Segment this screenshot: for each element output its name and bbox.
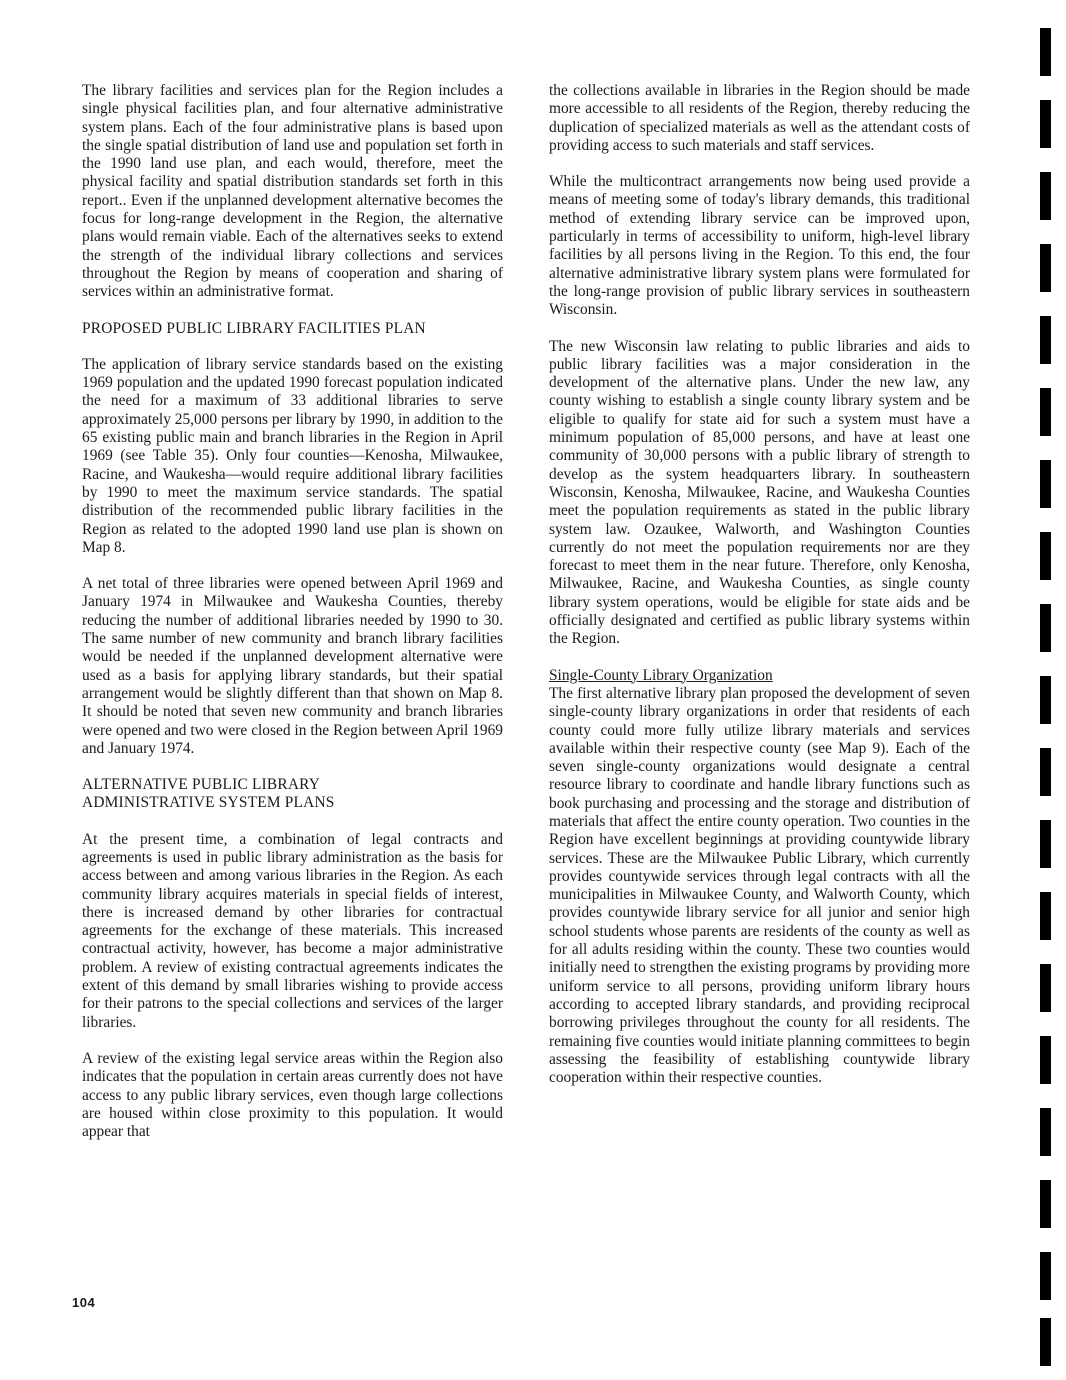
left-column	[82, 82, 503, 1159]
registration-mark	[1040, 316, 1051, 364]
registration-mark	[1040, 1318, 1051, 1366]
registration-mark	[1040, 1252, 1051, 1300]
registration-mark	[1040, 892, 1051, 940]
registration-mark	[1040, 1108, 1051, 1156]
registration-mark	[1040, 388, 1051, 436]
heading-administrative-plans	[82, 776, 503, 813]
registration-mark	[1040, 100, 1051, 148]
heading-line-2: ADMINISTRATIVE SYSTEM PLANS	[82, 794, 335, 812]
paragraph-intro: The library facilities and services plan for the Region includes a single physical facilities plan, and four alternative administrative system plans. Each of the four administrative plans is based upon the single spatial distribution of land use and population set forth in the 1990 land use plan, and each would, therefore, meet the physical facility and spatial distribution standards set forth in this report.. Even if the unplanned development alternative becomes the focus for long-range development in the Region, the alternative plans would remain viable. Each of the alternatives seeks to extend the strength of the individual library collections and services throughout the Region by means of cooperation and sharing of services within an administrative format.	[82, 82, 503, 301]
paragraph-service-areas: A review of the existing legal service areas within the Region also indicates that the population in certain areas currently does not have access to any public library services, even though large collections are housed within close proximity to this population. It would appear that	[82, 1049, 503, 1141]
subheading-single-county: Single-County Library Organization	[549, 666, 773, 684]
registration-mark	[1040, 532, 1051, 580]
registration-mark	[1040, 172, 1051, 220]
registration-mark	[1040, 820, 1051, 868]
heading-facilities-plan: PROPOSED PUBLIC LIBRARY FACILITIES PLAN	[82, 319, 426, 337]
right-column	[549, 82, 970, 1105]
page-number: 104	[72, 1295, 96, 1310]
registration-mark	[1040, 676, 1051, 724]
registration-mark	[1040, 964, 1051, 1012]
scan-registration-marks	[1040, 0, 1060, 1380]
registration-mark	[1040, 1180, 1051, 1228]
registration-mark	[1040, 244, 1051, 292]
registration-mark	[1040, 460, 1051, 508]
registration-mark	[1040, 28, 1051, 76]
heading-line-1: ALTERNATIVE PUBLIC LIBRARY	[82, 776, 321, 794]
paragraph-net-total: A net total of three libraries were opened between April 1969 and January 1974 in Milwaukee and Waukesha Counties, thereby reducing the number of additional libraries needed by 1990 to 30. The same number of new community and branch library facilities would be needed if the unplanned development alternative were used as a basis for applying library standards, but their spatial arrangement would be slightly different than that shown on Map 8. It should be noted that seven new community and branch libraries were opened and two were closed in the Region between April 1969 and January 1974.	[82, 575, 503, 757]
paragraph-wisconsin-law: The new Wisconsin law relating to public libraries and aids to public library facilities was a major consideration in the development of the alternative plans. Under the new law, any county wishing to establish a single county library system and be eligible to qualify for state aid for such a system must have a minimum population of 85,000 persons, and have at least one community of 30,000 persons with a public library of strength to develop as the system headquarters library. In southeastern Wisconsin, Kenosha, Milwaukee, Racine, and Waukesha Counties meet the population requirements as stated in the public library system law. Ozaukee, Walworth, and Washington Counties currently do not meet the population requirements nor are they forecast to meet them in the near future. Therefore, only Kenosha, Milwaukee, Racine, and Waukesha Counties, as single county library system operations, would be eligible for state aids and be officially designated and certified as public library systems within the Region.	[549, 337, 970, 648]
paragraph-contracts: At the present time, a combination of legal contracts and agreements is used in public library administration as the basis for access between and among various libraries in the Region. As each community library acquires materials in special fields of interest, there is increased demand by other libraries for contractual agreements for the exchange of these materials. This increased contractual activity, however, has become a major administrative problem. A review of existing contractual agreements indicates the extent of this demand by small libraries wishing to provide access for their patrons to the special collections and services of the larger libraries.	[82, 830, 503, 1031]
registration-mark	[1040, 1036, 1051, 1084]
paragraph-single-county: The first alternative library plan proposed the development of seven single-county library organizations in order that residents of each county could more fully utilize library materials and services available within their respective county (see Map 9). Each of the seven single-county organizations would designate a central resource library to coordinate and handle library functions such as book purchasing and processing and the storage and distribution of materials that affect the entire county operation. Two counties in the Region have excellent beginnings at providing countywide library services. These are the Milwaukee Public Library, which currently provides countywide services through legal contracts with all the municipalities in Milwaukee County, and Walworth County, which provides countywide library service for all junior and senior high school students whose parents are residents of the county as well as for all adults residing within the county. These two counties would initially need to strengthen the existing programs by providing more uniform service to all persons, providing uniform library hours according to accepted library standards, and providing reciprocal borrowing privileges throughout the county for all residents. The remaining five counties would initiate planning committees to begin assessing the feasibility of establishing countywide library cooperation within their respective counties.	[549, 684, 970, 1087]
paragraph-multicontract: While the multicontract arrangements now being used provide a means of meeting some of today's library demands, this traditional method of extending library service can be improved upon, particularly in terms of accessibility to uniform, high-level library facilities by all persons living in the Region. To this end, the four alternative administrative library system plans were formulated for the long-range provision of public library services in southeastern Wisconsin.	[549, 173, 970, 319]
paragraph-collections: the collections available in libraries in the Region should be made more accessible to all residents of the Region, thereby reducing the duplication of specialized materials as well as the attendant costs of providing access to such materials and staff services.	[549, 82, 970, 154]
registration-mark	[1040, 748, 1051, 796]
paragraph-standards: The application of library service standards based on the existing 1969 population and the updated 1990 forecast population indicated the need for a maximum of 33 additional libraries to serve approximately 25,000 persons per library by 1990, in addition to the 65 existing public main and branch libraries in the Region in April 1969 (see Table 35). Only four counties—Kenosha, Milwaukee, Racine, and Waukesha—would require additional library facilities by 1990 to meet the maximum service standards. The spatial distribution of the recommended public library facilities in the Region as related to the adopted 1990 land use plan is shown on Map 8.	[82, 355, 503, 556]
registration-mark	[1040, 604, 1051, 652]
